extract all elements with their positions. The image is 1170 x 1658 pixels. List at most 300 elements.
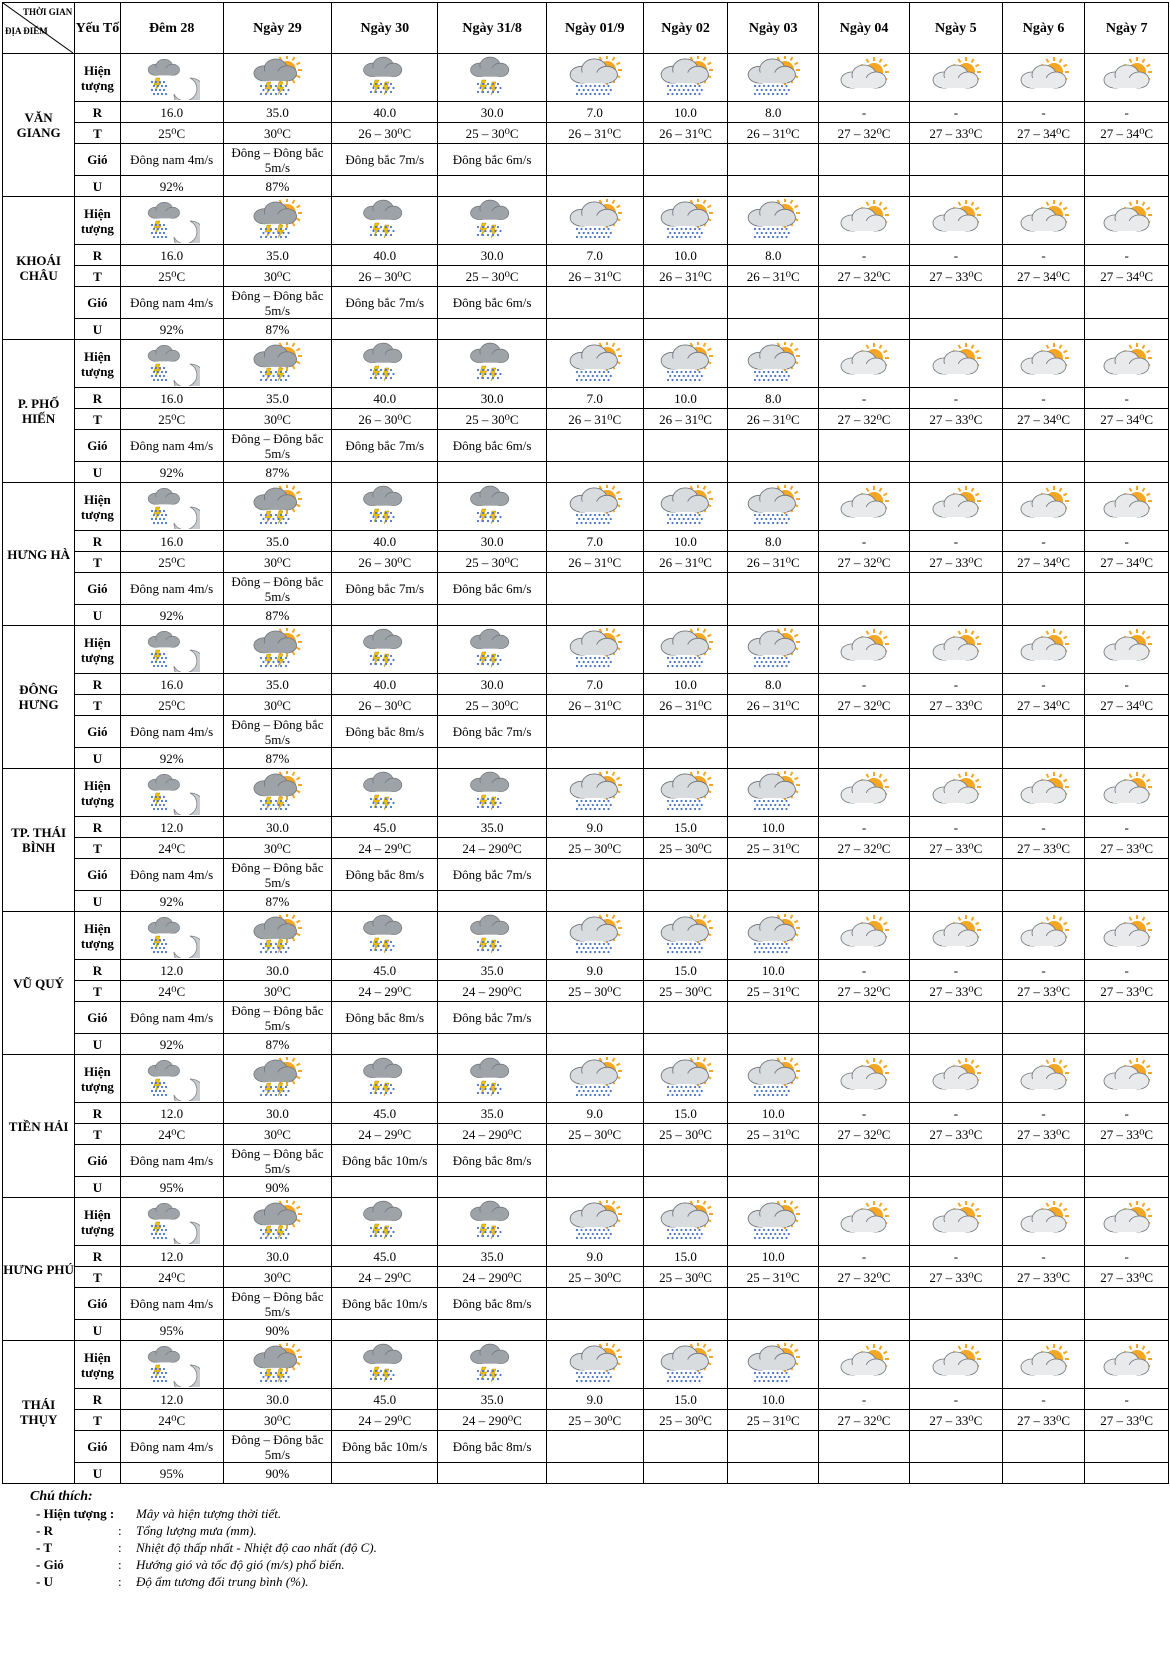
sun-cloud-rain-icon: [546, 1341, 643, 1389]
rain-cell: -: [1085, 245, 1169, 266]
rain-cell: -: [1002, 388, 1085, 409]
humidity-cell: [332, 1034, 438, 1055]
thunderstorm-sun-icon: [223, 1341, 331, 1389]
sun-cloud-rain-icon: [643, 1198, 728, 1246]
rain-cell: 16.0: [120, 102, 223, 123]
rain-cell: -: [909, 1103, 1002, 1124]
temp-cell: 27 – 34⁰C: [1085, 695, 1169, 716]
wind-cell: Đông – Đông bắc 5m/s: [223, 716, 331, 748]
humidity-cell: [1085, 176, 1169, 197]
temp-cell: 27 – 32⁰C: [819, 409, 910, 430]
day-header: Ngày 7: [1085, 3, 1169, 54]
sun-cloud-rain-icon: [643, 340, 728, 388]
temp-cell: 26 – 30⁰C: [332, 552, 438, 573]
thunderstorm-icon: [332, 54, 438, 102]
corner-bottom-label: ĐỊA ĐIỂM: [5, 26, 48, 36]
wind-cell: Đông bắc 8m/s: [332, 716, 438, 748]
temp-cell: 26 – 31⁰C: [546, 552, 643, 573]
humidity-cell: [438, 1320, 546, 1341]
wind-cell: Đông – Đông bắc 5m/s: [223, 144, 331, 176]
sun-cloud-icon: [909, 54, 1002, 102]
rain-cell: -: [819, 245, 910, 266]
wind-cell: [546, 1002, 643, 1034]
humidity-cell: [819, 605, 910, 626]
wind-cell: Đông bắc 6m/s: [438, 287, 546, 319]
humidity-cell: [909, 1463, 1002, 1484]
element-label: Hiện tượng: [75, 1198, 120, 1246]
rain-cell: 40.0: [332, 102, 438, 123]
legend-sep: :: [118, 1540, 122, 1555]
sun-cloud-icon: [909, 912, 1002, 960]
wind-cell: [909, 1145, 1002, 1177]
humidity-cell: [546, 319, 643, 340]
humidity-cell: [332, 748, 438, 769]
temp-cell: 27 – 33⁰C: [909, 266, 1002, 287]
element-label: Hiện tượng: [75, 1341, 120, 1389]
humidity-cell: [1002, 319, 1085, 340]
sun-cloud-rain-icon: [728, 197, 819, 245]
sun-cloud-rain-icon: [546, 483, 643, 531]
sun-cloud-rain-icon: [546, 1055, 643, 1103]
row-hien: [3, 626, 1169, 674]
forecast-table: [2, 2, 1169, 1484]
wind-cell: Đông bắc 8m/s: [438, 1431, 546, 1463]
rain-cell: 35.0: [438, 1103, 546, 1124]
sun-cloud-rain-icon: [728, 912, 819, 960]
temp-cell: 24⁰C: [120, 838, 223, 859]
wind-cell: Đông – Đông bắc 5m/s: [223, 859, 331, 891]
rain-cell: -: [819, 531, 910, 552]
sun-cloud-rain-icon: [643, 197, 728, 245]
humidity-cell: [546, 891, 643, 912]
row-gio: [3, 287, 1169, 319]
humidity-cell: [819, 748, 910, 769]
rain-cell: 15.0: [643, 817, 728, 838]
temp-cell: 30⁰C: [223, 695, 331, 716]
temp-cell: 24 – 290⁰C: [438, 838, 546, 859]
wind-cell: Đông bắc 10m/s: [332, 1288, 438, 1320]
temp-cell: 25 – 30⁰C: [438, 552, 546, 573]
temp-cell: 27 – 33⁰C: [909, 838, 1002, 859]
wind-cell: [1085, 1145, 1169, 1177]
day-header: Ngày 02: [643, 3, 728, 54]
humidity-cell: [819, 1463, 910, 1484]
thunderstorm-sun-icon: [223, 769, 331, 817]
thunderstorm-icon: [438, 197, 546, 245]
wind-cell: [909, 144, 1002, 176]
row-gio: [3, 716, 1169, 748]
temp-cell: 25 – 31⁰C: [728, 1267, 819, 1288]
element-label: Gió: [75, 1431, 120, 1463]
element-label: R: [75, 960, 120, 981]
legend-desc: Tổng lượng mưa (mm).: [136, 1523, 257, 1538]
humidity-cell: 87%: [223, 748, 331, 769]
element-label: R: [75, 388, 120, 409]
row-gio: [3, 859, 1169, 891]
temp-cell: 30⁰C: [223, 266, 331, 287]
humidity-cell: [1085, 1463, 1169, 1484]
rain-cell: -: [1002, 531, 1085, 552]
temp-cell: 27 – 33⁰C: [909, 552, 1002, 573]
thunderstorm-icon: [332, 769, 438, 817]
humidity-cell: [1085, 1320, 1169, 1341]
rain-cell: -: [1085, 102, 1169, 123]
rain-cell: -: [819, 960, 910, 981]
legend-sep: :: [118, 1557, 122, 1572]
wind-cell: [909, 1431, 1002, 1463]
rain-cell: 9.0: [546, 1103, 643, 1124]
legend-sep: [118, 1505, 136, 1522]
legend-item: [30, 1539, 1170, 1556]
humidity-cell: [546, 1463, 643, 1484]
sun-cloud-icon: [1085, 769, 1169, 817]
legend-desc: Hướng gió và tốc độ gió (m/s) phổ biến.: [136, 1557, 345, 1572]
rain-cell: 10.0: [728, 1103, 819, 1124]
humidity-cell: [643, 462, 728, 483]
humidity-cell: [332, 1320, 438, 1341]
humidity-cell: 87%: [223, 462, 331, 483]
wind-cell: [728, 859, 819, 891]
rain-cell: -: [1002, 817, 1085, 838]
thunderstorm-icon: [332, 1341, 438, 1389]
element-label: Gió: [75, 1145, 120, 1177]
wind-cell: Đông bắc 6m/s: [438, 144, 546, 176]
day-header: Ngày 6: [1002, 3, 1085, 54]
temp-cell: 30⁰C: [223, 981, 331, 1002]
row-gio: [3, 144, 1169, 176]
sun-cloud-rain-icon: [546, 54, 643, 102]
humidity-cell: [728, 462, 819, 483]
rain-cell: 10.0: [728, 1246, 819, 1267]
temp-cell: 25 – 30⁰C: [546, 1124, 643, 1145]
temp-cell: 27 – 32⁰C: [819, 981, 910, 1002]
row-t: [3, 409, 1169, 430]
humidity-cell: [909, 605, 1002, 626]
humidity-cell: [643, 1463, 728, 1484]
thunderstorm-icon: [332, 1198, 438, 1246]
wind-cell: [819, 1431, 910, 1463]
humidity-cell: [438, 1177, 546, 1198]
sun-cloud-icon: [1002, 626, 1085, 674]
rain-cell: -: [819, 1389, 910, 1410]
element-label: Hiện tượng: [75, 769, 120, 817]
temp-cell: 25 – 30⁰C: [438, 123, 546, 144]
humidity-cell: [332, 1177, 438, 1198]
thunderstorm-icon: [332, 483, 438, 531]
wind-cell: [1085, 859, 1169, 891]
rain-cell: 30.0: [438, 531, 546, 552]
wind-cell: [546, 859, 643, 891]
wind-cell: [728, 430, 819, 462]
rain-cell: -: [1085, 817, 1169, 838]
thunderstorm-icon: [438, 54, 546, 102]
row-u: [3, 1463, 1169, 1484]
thunderstorm-sun-icon: [223, 197, 331, 245]
location-name: TP. THÁI BÌNH: [3, 769, 75, 912]
humidity-cell: 90%: [223, 1320, 331, 1341]
element-label: R: [75, 1389, 120, 1410]
rain-cell: 30.0: [223, 960, 331, 981]
rain-cell: 15.0: [643, 960, 728, 981]
row-r: [3, 531, 1169, 552]
humidity-cell: [643, 1320, 728, 1341]
temp-cell: 24 – 290⁰C: [438, 1410, 546, 1431]
wind-cell: [1085, 716, 1169, 748]
rain-cell: 12.0: [120, 817, 223, 838]
humidity-cell: 92%: [120, 176, 223, 197]
location-name: HƯNG PHÚ: [3, 1198, 75, 1341]
wind-cell: [819, 859, 910, 891]
wind-cell: [1002, 287, 1085, 319]
temp-cell: 25 – 30⁰C: [546, 1267, 643, 1288]
row-hien: [3, 1055, 1169, 1103]
wind-cell: [546, 716, 643, 748]
temp-cell: 26 – 31⁰C: [643, 695, 728, 716]
row-u: [3, 748, 1169, 769]
sun-cloud-icon: [1002, 340, 1085, 388]
element-label: U: [75, 1177, 120, 1198]
rain-cell: 15.0: [643, 1246, 728, 1267]
row-hien: [3, 769, 1169, 817]
rain-cell: 30.0: [223, 1389, 331, 1410]
location-name: ĐÔNG HƯNG: [3, 626, 75, 769]
wind-cell: [909, 1002, 1002, 1034]
temp-cell: 27 – 32⁰C: [819, 1267, 910, 1288]
humidity-cell: 92%: [120, 891, 223, 912]
rain-cell: -: [819, 674, 910, 695]
rain-cell: 7.0: [546, 102, 643, 123]
rain-cell: -: [1085, 388, 1169, 409]
row-t: [3, 1124, 1169, 1145]
rain-cell: -: [909, 102, 1002, 123]
wind-cell: [728, 1288, 819, 1320]
row-u: [3, 1177, 1169, 1198]
rain-cell: -: [1085, 960, 1169, 981]
wind-cell: [1085, 144, 1169, 176]
row-hien: [3, 483, 1169, 531]
rain-cell: 8.0: [728, 388, 819, 409]
wind-cell: [1085, 430, 1169, 462]
temp-cell: 25 – 31⁰C: [728, 838, 819, 859]
rain-cell: -: [909, 531, 1002, 552]
thunderstorm-sun-icon: [223, 340, 331, 388]
temp-cell: 27 – 33⁰C: [909, 409, 1002, 430]
rain-cell: 45.0: [332, 817, 438, 838]
sun-cloud-rain-icon: [546, 626, 643, 674]
humidity-cell: [1002, 1034, 1085, 1055]
wind-cell: [643, 1002, 728, 1034]
sun-cloud-rain-icon: [643, 1341, 728, 1389]
sun-cloud-rain-icon: [728, 1198, 819, 1246]
wind-cell: [819, 573, 910, 605]
humidity-cell: 92%: [120, 1034, 223, 1055]
sun-cloud-rain-icon: [546, 912, 643, 960]
sun-cloud-icon: [1085, 912, 1169, 960]
temp-cell: 27 – 34⁰C: [1085, 552, 1169, 573]
legend-key: - Hiện tượng :: [36, 1506, 115, 1521]
rain-cell: 15.0: [643, 1103, 728, 1124]
humidity-cell: [332, 605, 438, 626]
rain-cell: -: [1085, 1246, 1169, 1267]
wind-cell: Đông bắc 7m/s: [332, 287, 438, 319]
temp-cell: 26 – 31⁰C: [728, 266, 819, 287]
legend-key: - U: [36, 1574, 53, 1589]
wind-cell: Đông bắc 7m/s: [332, 144, 438, 176]
temp-cell: 25 – 30⁰C: [438, 409, 546, 430]
rain-cell: 45.0: [332, 1103, 438, 1124]
rain-cell: 7.0: [546, 531, 643, 552]
location-name: VŨ QUÝ: [3, 912, 75, 1055]
row-r: [3, 245, 1169, 266]
thunderstorm-icon: [332, 626, 438, 674]
night-thunder-rain-icon: [120, 54, 223, 102]
humidity-cell: [438, 605, 546, 626]
temp-cell: 26 – 30⁰C: [332, 266, 438, 287]
temp-cell: 30⁰C: [223, 409, 331, 430]
temp-cell: 25 – 30⁰C: [438, 695, 546, 716]
sun-cloud-icon: [1085, 1198, 1169, 1246]
wind-cell: Đông bắc 6m/s: [438, 430, 546, 462]
thunderstorm-icon: [438, 1198, 546, 1246]
rain-cell: 35.0: [223, 102, 331, 123]
rain-cell: 40.0: [332, 674, 438, 695]
rain-cell: 30.0: [223, 1246, 331, 1267]
row-t: [3, 266, 1169, 287]
humidity-cell: [546, 1320, 643, 1341]
rain-cell: 15.0: [643, 1389, 728, 1410]
wind-cell: [546, 144, 643, 176]
humidity-cell: [728, 1177, 819, 1198]
humidity-cell: 90%: [223, 1177, 331, 1198]
element-label: Hiện tượng: [75, 197, 120, 245]
corner-header: [3, 3, 75, 54]
rain-cell: -: [819, 1103, 910, 1124]
row-gio: [3, 1288, 1169, 1320]
element-label: Gió: [75, 859, 120, 891]
row-gio: [3, 1145, 1169, 1177]
wind-cell: [546, 430, 643, 462]
rain-cell: 35.0: [438, 1389, 546, 1410]
sun-cloud-icon: [1002, 912, 1085, 960]
wind-cell: Đông nam 4m/s: [120, 430, 223, 462]
wind-cell: [643, 859, 728, 891]
row-gio: [3, 1431, 1169, 1463]
day-header: Ngày 04: [819, 3, 910, 54]
humidity-cell: [1002, 891, 1085, 912]
wind-cell: [546, 573, 643, 605]
sun-cloud-icon: [1002, 483, 1085, 531]
night-thunder-rain-icon: [120, 340, 223, 388]
rain-cell: 45.0: [332, 1246, 438, 1267]
element-label: Gió: [75, 1288, 120, 1320]
row-hien: [3, 340, 1169, 388]
wind-cell: [728, 716, 819, 748]
wind-cell: [728, 573, 819, 605]
humidity-cell: [909, 176, 1002, 197]
wind-cell: [1002, 1431, 1085, 1463]
row-t: [3, 123, 1169, 144]
humidity-cell: [643, 891, 728, 912]
sun-cloud-icon: [1085, 1341, 1169, 1389]
element-label: U: [75, 605, 120, 626]
element-label: R: [75, 102, 120, 123]
sun-cloud-icon: [819, 483, 910, 531]
temp-cell: 27 – 33⁰C: [1002, 1410, 1085, 1431]
temp-cell: 25 – 30⁰C: [643, 1410, 728, 1431]
temp-cell: 26 – 31⁰C: [546, 123, 643, 144]
row-u: [3, 176, 1169, 197]
element-label: Hiện tượng: [75, 1055, 120, 1103]
night-thunder-rain-icon: [120, 1055, 223, 1103]
wind-cell: Đông – Đông bắc 5m/s: [223, 1145, 331, 1177]
thunderstorm-icon: [438, 626, 546, 674]
sun-cloud-rain-icon: [728, 1341, 819, 1389]
wind-cell: [728, 1431, 819, 1463]
legend-desc: Nhiệt độ thấp nhất - Nhiệt độ cao nhất (độ C).: [136, 1540, 377, 1555]
wind-cell: [909, 287, 1002, 319]
legend-item: [30, 1573, 1170, 1590]
element-label: R: [75, 674, 120, 695]
thunderstorm-icon: [438, 1055, 546, 1103]
wind-cell: Đông bắc 7m/s: [438, 1002, 546, 1034]
row-t: [3, 1267, 1169, 1288]
night-thunder-rain-icon: [120, 626, 223, 674]
temp-cell: 26 – 30⁰C: [332, 409, 438, 430]
sun-cloud-rain-icon: [728, 626, 819, 674]
legend-sep: :: [118, 1523, 122, 1538]
humidity-cell: [546, 1177, 643, 1198]
humidity-cell: [819, 1034, 910, 1055]
temp-cell: 27 – 32⁰C: [819, 838, 910, 859]
temp-cell: 25 – 31⁰C: [728, 981, 819, 1002]
humidity-cell: [728, 1463, 819, 1484]
sun-cloud-icon: [1002, 1055, 1085, 1103]
humidity-cell: [728, 748, 819, 769]
row-r: [3, 1246, 1169, 1267]
row-gio: [3, 573, 1169, 605]
element-label: U: [75, 891, 120, 912]
wind-cell: [643, 430, 728, 462]
wind-cell: [1002, 430, 1085, 462]
sun-cloud-rain-icon: [728, 769, 819, 817]
humidity-cell: [819, 319, 910, 340]
temp-cell: 27 – 34⁰C: [1085, 123, 1169, 144]
temp-cell: 25⁰C: [120, 266, 223, 287]
temp-cell: 27 – 33⁰C: [1085, 981, 1169, 1002]
day-header: Ngày 31/8: [438, 3, 546, 54]
wind-cell: Đông – Đông bắc 5m/s: [223, 573, 331, 605]
night-thunder-rain-icon: [120, 1341, 223, 1389]
temp-cell: 25⁰C: [120, 123, 223, 144]
wind-cell: [643, 287, 728, 319]
sun-cloud-icon: [819, 626, 910, 674]
rain-cell: -: [819, 817, 910, 838]
sun-cloud-icon: [819, 1055, 910, 1103]
temp-cell: 27 – 33⁰C: [1002, 838, 1085, 859]
wind-cell: Đông – Đông bắc 5m/s: [223, 1431, 331, 1463]
sun-cloud-icon: [1085, 626, 1169, 674]
element-label: T: [75, 266, 120, 287]
rain-cell: 8.0: [728, 674, 819, 695]
temp-cell: 24 – 290⁰C: [438, 1124, 546, 1145]
element-label: T: [75, 123, 120, 144]
wind-cell: [546, 1145, 643, 1177]
humidity-cell: [728, 891, 819, 912]
temp-cell: 25 – 30⁰C: [643, 1124, 728, 1145]
humidity-cell: [332, 462, 438, 483]
legend-item: [30, 1556, 1170, 1573]
location-name: TIỀN HẢI: [3, 1055, 75, 1198]
